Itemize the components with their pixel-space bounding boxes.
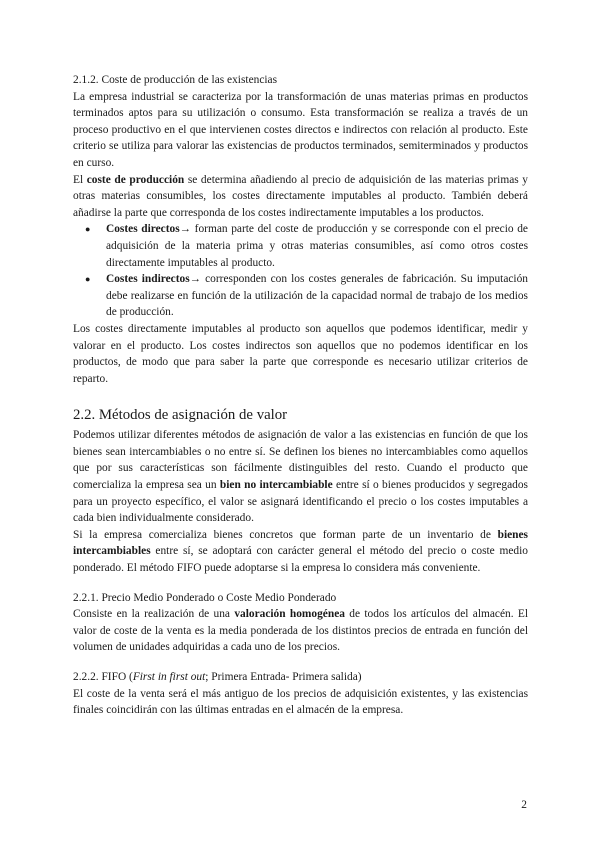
bold-term-direct-costs: Costes directos (106, 223, 180, 236)
paragraph-industrial-company: La empresa industrial se caracteriza por la transformación de unas materias primas en productos terminados aptos para su utilización o consumo. Esta transformación se realiza a través de un proceso productivo en el que intervienen costes directos e indirectos con relación al producto. Este criterio se utiliza para valorar las existencias de productos terminados, semiterminados y productos en curso. (73, 90, 528, 169)
text-run: corresponden con los costes generales de fabricación. Su imputación debe realizarse en función de la utilización de la capacidad normal de trabajo de los medios de producción. (106, 273, 528, 319)
text-run: El (73, 173, 87, 186)
paragraph-direct-indirect-definition: Los costes directamente imputables al producto son aquellos que podemos identificar, medir y valorar en el producto. Los costes indirectos son aquellos que no podemos identificar en los productos, de modo que para saber la parte que corresponde es necesario utilizar criterios de reparto. (73, 322, 528, 385)
bold-term-interchangeable: bienes intercambiables (73, 528, 528, 558)
paragraph-production-cost (73, 172, 528, 222)
text-run: Podemos utilizar diferentes métodos de asignación de valor a las existencias en función de que los bienes sean intercambiables o no entre sí. Se definen los bienes no intercambiables como aquellos que por sus características son fácilmente distinguibles del resto. Cuando el producto que comercializa la empresa sea un (73, 429, 528, 492)
heading-2-2: 2.2. Métodos de asignación de valor (73, 407, 288, 424)
text-run: entre sí o bienes producidos y segregados para un proyecto específico, el valor se asignará identificando el precio o los costes imputables a cada bien individualmente considerado. (73, 479, 528, 525)
bold-term-homogeneous-valuation: valoración homogénea (234, 608, 345, 621)
list-item-direct-costs (73, 221, 528, 271)
text-run: se determina añadiendo al precio de adquisición de las materias primas y otras materias consumibles, los costes directamente imputables al producto. También deberá añadirse la parte que corresponda de los costes indirectamente imputables a los productos. (73, 173, 528, 219)
heading-2-2-2 (73, 669, 528, 686)
paragraph-interchangeable (73, 527, 528, 577)
bold-term-indirect-costs: Costes indirectos (106, 273, 190, 286)
bold-term-non-interchangeable: bien no intercambiable (219, 479, 333, 492)
text-run: ; Primera Entrada- Primera salida) (205, 671, 362, 683)
italic-term-fifo: First in first out (132, 671, 206, 683)
text-run: entre sí, se adoptará con carácter general el método del precio o coste medio ponderado. El método FIFO puede adoptarse si la empresa lo considera más conveniente. (73, 545, 528, 575)
arrow-icon: → (189, 273, 202, 286)
text-run: Si la empresa comercializa bienes concretos que forman parte de un inventario de (73, 528, 498, 541)
paragraph-weighted-average (73, 606, 528, 656)
page-number: 2 (521, 799, 527, 811)
text-run: forman parte del coste de producción y se corresponde con el precio de adquisición de la materia prima y otras materias consumibles, así como otros costes directamente imputables al producto. (106, 223, 528, 269)
text-run: 2.2.2. FIFO ( (73, 671, 133, 683)
paragraph-non-interchangeable (73, 427, 528, 527)
paragraph-fifo: El coste de la venta será el más antiguo de los precios de adquisición existentes, y las existencias finales coincidirán con las últimas entradas en el almacén de la empresa. (73, 687, 528, 717)
list-item-indirect-costs (73, 271, 528, 321)
bold-term-production-cost: coste de producción (86, 173, 185, 186)
heading-2-2-1: 2.2.1. Precio Medio Ponderado o Coste Medio Ponderado (73, 591, 337, 604)
heading-2-1-2: 2.1.2. Coste de producción de las existencias (73, 74, 278, 86)
text-run: Consiste en la realización de una (73, 608, 235, 621)
text-run: de todos los artículos del almacén. El valor de coste de la venta es la media ponderada de los distintos precios de entrada en función del volumen de unidades adquiridas a cada uno de los precios. (73, 608, 529, 654)
arrow-icon: → (179, 223, 192, 236)
cost-types-list (73, 221, 528, 321)
